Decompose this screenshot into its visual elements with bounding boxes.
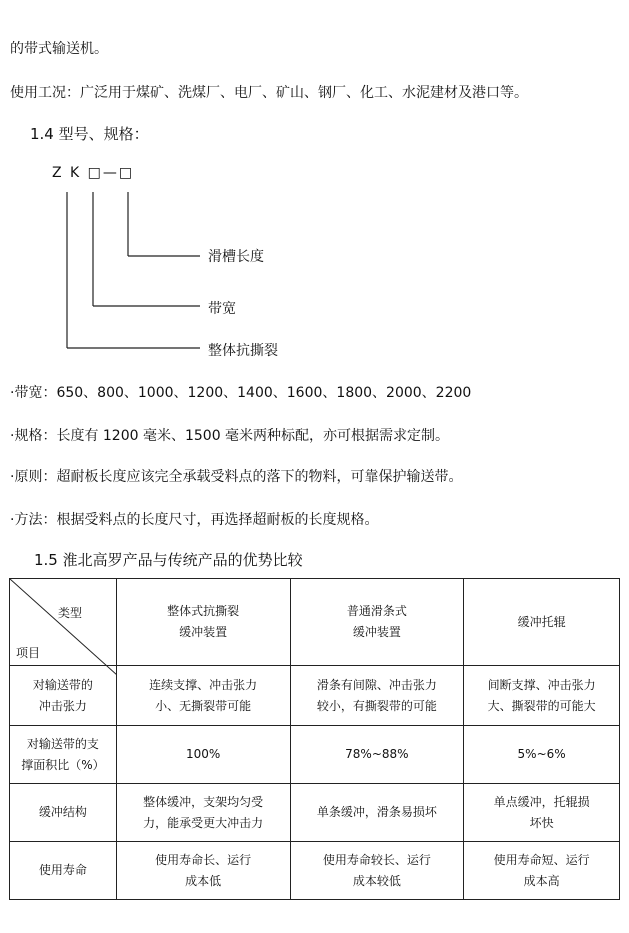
row-label: 使用寿命: [10, 842, 117, 900]
table-cell: 单条缓冲，滑条易损坏: [290, 784, 464, 842]
model-code: Z K □—□: [52, 165, 135, 181]
table-cell: 滑条有间隙、冲击张力 较小，有撕裂带的可能: [290, 666, 464, 726]
table-cell: 连续支撑、冲击张力 小、无撕裂带可能: [116, 666, 290, 726]
intro-line-1: 的带式输送机。: [10, 41, 108, 57]
table-corner-cell: [10, 579, 117, 666]
label-whole-anti-tear: 整体抗撕裂: [208, 343, 278, 359]
row-label: 对输送带的支 撑面积比（%）: [10, 726, 117, 784]
table-row: [10, 784, 620, 842]
table-cell: 使用寿命长、运行 成本低: [116, 842, 290, 900]
column-header: 整体式抗撕裂 缓冲装置: [116, 579, 290, 666]
model-diagram-lines: [0, 160, 629, 360]
row-label: 对输送带的 冲击张力: [10, 666, 117, 726]
corner-item-label: 项目: [16, 646, 41, 660]
model-code-diagram: [0, 160, 629, 360]
table-cell: 间断支撑、冲击张力 大、撕裂带的可能大: [464, 666, 620, 726]
spec-principle: ·原则：超耐板长度应该完全承载受料点的落下的物料，可靠保护输送带。: [10, 469, 463, 485]
table-cell: 使用寿命短、运行 成本高: [464, 842, 620, 900]
table-cell: 单点缓冲，托辊损 坏快: [464, 784, 620, 842]
column-header: 普通滑条式 缓冲装置: [290, 579, 464, 666]
intro-line-2: 使用工况：广泛用于煤矿、洗煤厂、电厂、矿山、钢厂、化工、水泥建材及港口等。: [10, 85, 528, 101]
spec-width: ·带宽：650、800、1000、1200、1400、1600、1800、2000、2200: [10, 385, 472, 401]
table-row: [10, 726, 620, 784]
column-header: 缓冲托辊: [464, 579, 620, 666]
table-cell: 78%~88%: [290, 726, 464, 784]
table-row: [10, 842, 620, 900]
table-header-row: [10, 579, 620, 666]
row-label: 缓冲结构: [10, 784, 117, 842]
table-cell: 100%: [116, 726, 290, 784]
comparison-table: [9, 578, 620, 900]
table-cell: 使用寿命较长、运行 成本较低: [290, 842, 464, 900]
spec-method: ·方法：根据受料点的长度尺寸，再选择超耐板的长度规格。: [10, 512, 379, 528]
table-cell: 5%~6%: [464, 726, 620, 784]
spec-spec: ·规格：长度有 1200 毫米、1500 毫米两种标配，亦可根据需求定制。: [10, 428, 450, 444]
table-cell: 整体缓冲，支架均匀受 力，能承受更大冲击力: [116, 784, 290, 842]
label-belt-width: 带宽: [208, 301, 236, 317]
corner-type-label: 类型: [58, 606, 83, 620]
label-chute-length: 滑槽长度: [208, 249, 264, 265]
section-1-5-heading: 1.5 淮北高罗产品与传统产品的优势比较: [34, 551, 303, 569]
section-1-4-heading: 1.4 型号、规格：: [30, 125, 149, 143]
